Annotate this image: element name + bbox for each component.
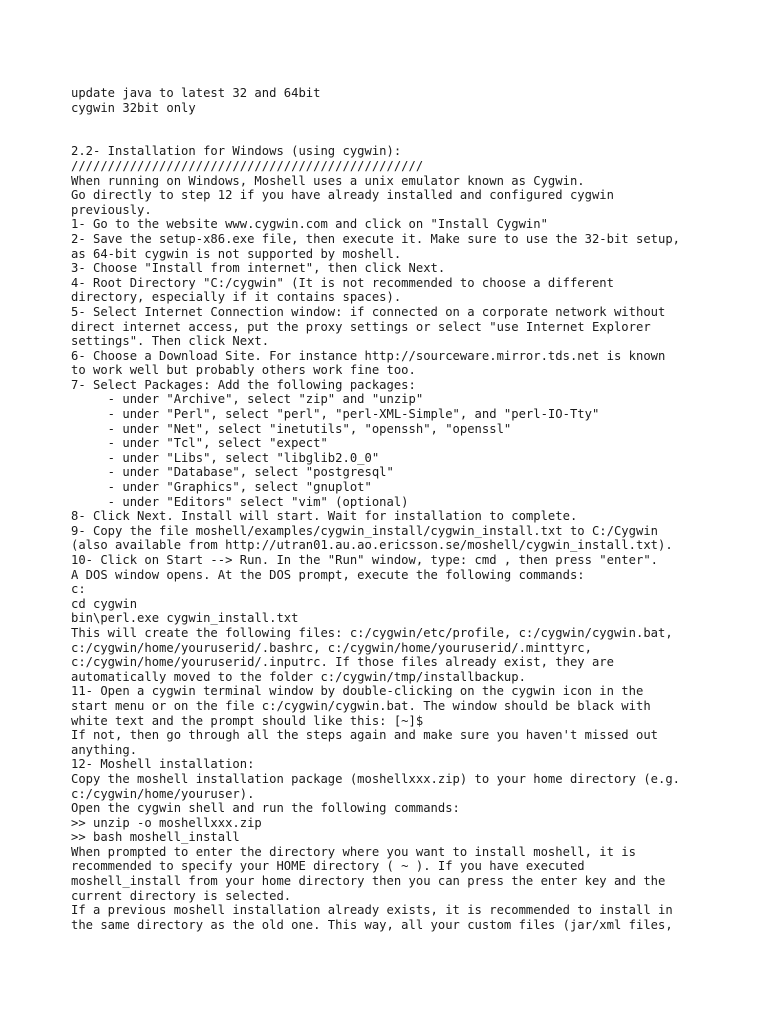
document-line: cygwin 32bit only: [71, 100, 196, 115]
document-line: Copy the moshell installation package (moshellxxx.zip) to your home directory (e.g.: [71, 771, 681, 786]
document-line: anything.: [71, 742, 138, 757]
document-line: - under "Graphics", select "gnuplot": [71, 480, 372, 495]
document-line: moshell_install from your home directory then you can press the enter key and the: [71, 874, 666, 889]
document-line: - under "Archive", select "zip" and "unzip": [71, 392, 424, 407]
document-line: white text and the prompt should like this: [~]$: [71, 713, 424, 728]
document-line: previously.: [71, 202, 152, 217]
document-line: 9- Copy the file moshell/examples/cygwin_install/cygwin_install.txt to C:/Cygwin: [71, 523, 658, 538]
document-line: [71, 130, 761, 145]
document-line: 1- Go to the website www.cygwin.com and click on "Install Cygwin": [71, 217, 548, 232]
document-line: - under "Editors" select "vim" (optional): [71, 494, 409, 509]
document-line: >> unzip -o moshellxxx.zip: [71, 815, 262, 830]
document-line: c:/cygwin/home/youruser).: [71, 786, 255, 801]
document-line: to work well but probably others work fine too.: [71, 363, 416, 378]
document-line: as 64-bit cygwin is not supported by moshell.: [71, 246, 402, 261]
document-line: 11- Open a cygwin terminal window by double-clicking on the cygwin icon in the: [71, 684, 644, 699]
document-line: - under "Database", select "postgresql": [71, 465, 394, 480]
document-line: ////////////////////////////////////////////////: [71, 158, 424, 173]
document-line: - under "Net", select "inetutils", "openssh", "openssl": [71, 421, 512, 436]
document-line: 8- Click Next. Install will start. Wait for installation to complete.: [71, 509, 578, 524]
document-line: - under "Tcl", select "expect": [71, 436, 328, 451]
document-line: directory, especially if it contains spaces).: [71, 290, 402, 305]
document-line: 6- Choose a Download Site. For instance http://sourceware.mirror.tds.net is known: [71, 348, 666, 363]
document-line: - under "Libs", select "libglib2.0_0": [71, 450, 380, 465]
document-line: - under "Perl", select "perl", "perl-XML-Simple", and "perl-IO-Tty": [71, 407, 600, 422]
document-line: When prompted to enter the directory where you want to install moshell, it is: [71, 844, 636, 859]
document-line: c:: [71, 582, 86, 597]
document-line: 5- Select Internet Connection window: if connected on a corporate network without: [71, 304, 666, 319]
document-line: When running on Windows, Moshell uses a unix emulator known as Cygwin.: [71, 173, 585, 188]
document-line: A DOS window opens. At the DOS prompt, execute the following commands:: [71, 567, 585, 582]
document-line: 10- Click on Start --> Run. In the "Run" window, type: cmd , then press "enter".: [71, 553, 658, 567]
document-line: 4- Root Directory "C:/cygwin" (It is not recommended to choose a different: [71, 275, 614, 290]
document-line: If not, then go through all the steps again and make sure you haven't missed out: [71, 728, 658, 743]
document-line: the same directory as the old one. This way, all your custom files (jar/xml files,: [71, 917, 673, 932]
document-line: automatically moved to the folder c:/cygwin/tmp/installbackup.: [71, 669, 526, 684]
document-line: >> bash moshell_install: [71, 830, 240, 845]
document-line: (also available from http://utran01.au.ao.ericsson.se/moshell/cygwin_install.txt).: [71, 538, 673, 553]
document-line: This will create the following files: c:/cygwin/etc/profile, c:/cygwin/cygwin.bat,: [71, 625, 673, 640]
document-line: 2- Save the setup-x86.exe file, then execute it. Make sure to use the 32-bit setup,: [71, 231, 681, 246]
document-line: If a previous moshell installation already exists, it is recommended to install in: [71, 903, 673, 918]
document-line: [71, 115, 761, 130]
document-line: bin\perl.exe cygwin_install.txt: [71, 611, 299, 626]
document-line: Open the cygwin shell and run the following commands:: [71, 801, 460, 816]
document-line: current directory is selected.: [71, 888, 292, 903]
document-line: 3- Choose "Install from internet", then click Next.: [71, 261, 446, 276]
document-line: 7- Select Packages: Add the following packages:: [71, 377, 416, 392]
document-line: c:/cygwin/home/youruserid/.bashrc, c:/cygwin/home/youruserid/.minttyrc,: [71, 640, 592, 655]
document-body: [71, 86, 761, 932]
document-line: Go directly to step 12 if you have already installed and configured cygwin: [71, 188, 614, 203]
document-line: 2.2- Installation for Windows (using cygwin):: [71, 144, 402, 159]
document-line: 12- Moshell installation:: [71, 757, 255, 772]
document-line: settings". Then click Next.: [71, 334, 270, 349]
document-line: recommended to specify your HOME directory ( ~ ). If you have executed: [71, 859, 585, 874]
document-line: c:/cygwin/home/youruserid/.inputrc. If those files already exist, they are: [71, 655, 614, 670]
document-line: start menu or on the file c:/cygwin/cygwin.bat. The window should be black with: [71, 698, 651, 713]
document-line: update java to latest 32 and 64bit: [71, 86, 321, 100]
document-line: cd cygwin: [71, 596, 138, 611]
document-line: direct internet access, put the proxy settings or select "use Internet Explorer: [71, 319, 651, 334]
